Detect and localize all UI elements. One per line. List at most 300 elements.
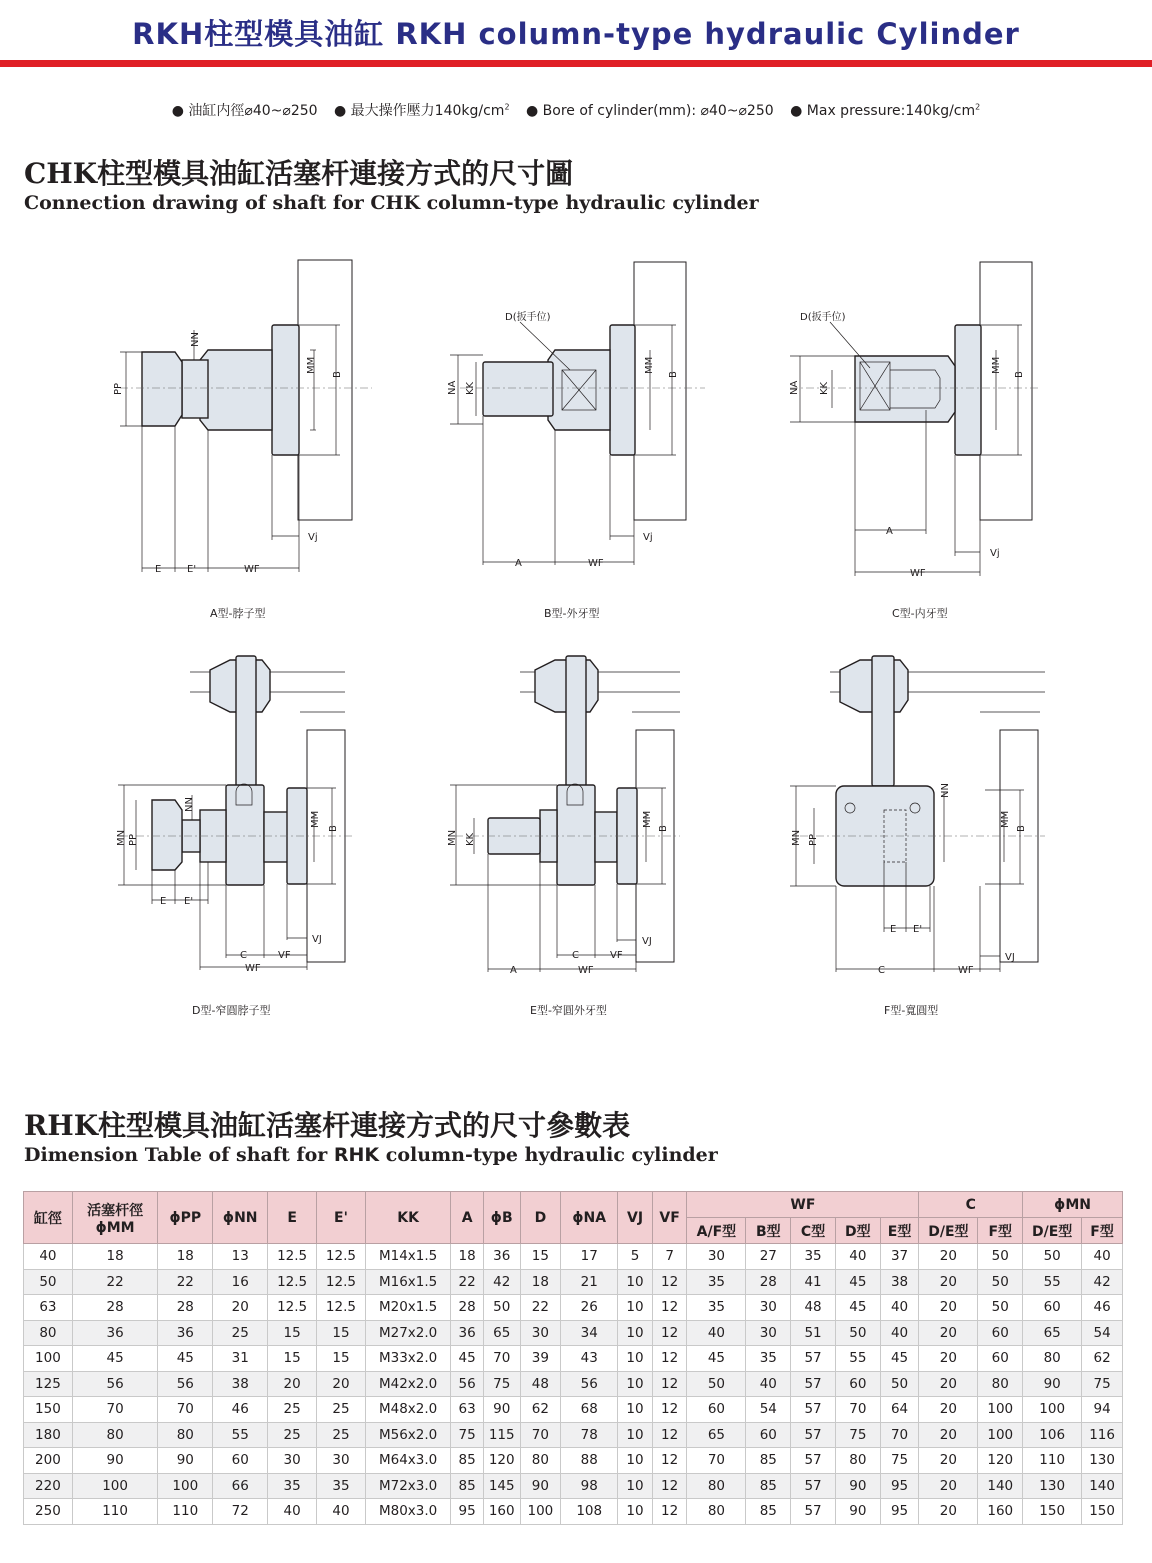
table-cell: 60 (835, 1371, 880, 1397)
th-pp: ϕPP (158, 1192, 213, 1244)
table-cell: 145 (483, 1473, 520, 1499)
caption-a: A型-脖子型 (210, 607, 266, 620)
dim-wf: WF (244, 564, 260, 575)
spec-bore-en: ● Bore of cylinder(mm): ⌀40~⌀250 (525, 103, 774, 119)
table-cell: 63 (451, 1397, 484, 1423)
table-cell: 70 (687, 1448, 746, 1474)
dim-c-e: C (572, 950, 579, 961)
drawing-type-d (116, 656, 352, 1017)
table-cell: 94 (1082, 1397, 1123, 1423)
table-cell: 50 (978, 1269, 1023, 1295)
title-underline (0, 60, 1152, 67)
table-cell: 20 (919, 1473, 978, 1499)
th-vj: VJ (618, 1192, 653, 1244)
th-mn-f: F型 (1082, 1218, 1123, 1244)
table-cell: 45 (835, 1269, 880, 1295)
dim-vj: Vj (308, 532, 318, 543)
table-cell: 20 (919, 1269, 978, 1295)
table-cell: 10 (618, 1422, 653, 1448)
table-cell: 12.5 (317, 1269, 366, 1295)
th-nn: ϕNN (213, 1192, 268, 1244)
th-e1: E' (317, 1192, 366, 1244)
table-cell: 60 (978, 1320, 1023, 1346)
table-cell: 68 (561, 1397, 618, 1423)
table-cell: 57 (791, 1397, 836, 1423)
table-cell: M14x1.5 (365, 1244, 450, 1270)
table-cell: 5 (618, 1244, 653, 1270)
table-cell: 12.5 (268, 1295, 317, 1321)
table-cell: 18 (520, 1269, 561, 1295)
dim-e1-d: E' (184, 896, 194, 907)
table-cell: 80 (520, 1448, 561, 1474)
th-e: E (268, 1192, 317, 1244)
table-cell: 56 (158, 1371, 213, 1397)
table-cell: 80 (687, 1499, 746, 1525)
table-row (24, 1346, 1123, 1372)
table-row (24, 1473, 1123, 1499)
table-cell: 50 (835, 1320, 880, 1346)
table-cell: 85 (746, 1499, 791, 1525)
table-cell: 28 (158, 1295, 213, 1321)
table-cell: 75 (835, 1422, 880, 1448)
table-cell: 25 (268, 1397, 317, 1423)
dim-vf-e: VF (610, 950, 623, 961)
table-cell: 20 (919, 1499, 978, 1525)
table-cell: 75 (483, 1371, 520, 1397)
dim-vj-e: VJ (642, 936, 652, 947)
table-cell: 45 (880, 1346, 919, 1372)
table-cell: 40 (24, 1244, 73, 1270)
dim-mn-f: MN (791, 829, 802, 846)
table-cell: 15 (317, 1346, 366, 1372)
table-cell: 100 (1023, 1397, 1082, 1423)
table-cell: 90 (483, 1397, 520, 1423)
dim-a-c: A (886, 526, 893, 537)
table-cell: 36 (451, 1320, 484, 1346)
drawing-section-title-cn: CHK柱型模具油缸活塞杆連接方式的尺寸圖 (24, 157, 574, 190)
table-cell: 18 (158, 1244, 213, 1270)
table-cell: 50 (978, 1295, 1023, 1321)
table-cell: 10 (618, 1346, 653, 1372)
table-cell: 20 (919, 1397, 978, 1423)
table-cell: 12 (652, 1295, 687, 1321)
table-cell: 55 (835, 1346, 880, 1372)
table-cell: 10 (618, 1295, 653, 1321)
dim-pp: PP (113, 382, 124, 395)
dim-a-e: A (510, 965, 517, 976)
dim-vj-f: VJ (1005, 952, 1015, 963)
table-cell: 110 (72, 1499, 157, 1525)
table-cell: 20 (919, 1422, 978, 1448)
th-c-f: F型 (978, 1218, 1023, 1244)
table-cell: 90 (72, 1448, 157, 1474)
table-cell: 20 (919, 1244, 978, 1270)
table-cell: 57 (791, 1422, 836, 1448)
dim-c-d: C (240, 950, 247, 961)
dim-c-f: C (878, 965, 885, 976)
table-cell: 35 (268, 1473, 317, 1499)
table-cell: 35 (317, 1473, 366, 1499)
table-cell: 40 (687, 1320, 746, 1346)
table-cell: 15 (317, 1320, 366, 1346)
table-cell: 200 (24, 1448, 73, 1474)
table-row (24, 1295, 1123, 1321)
table-cell: 130 (1082, 1448, 1123, 1474)
table-cell: 60 (978, 1346, 1023, 1372)
dim-b-d: B (328, 825, 339, 832)
table-cell: 65 (687, 1422, 746, 1448)
th-wf-b: B型 (746, 1218, 791, 1244)
table-cell: 10 (618, 1397, 653, 1423)
table-row (24, 1448, 1123, 1474)
table-cell: 40 (1082, 1244, 1123, 1270)
table-cell: 28 (746, 1269, 791, 1295)
table-cell: 56 (72, 1371, 157, 1397)
th-mn: ϕMN (1023, 1192, 1123, 1218)
table-cell: 30 (746, 1320, 791, 1346)
table-cell: M42x2.0 (365, 1371, 450, 1397)
table-cell: M27x2.0 (365, 1320, 450, 1346)
table-cell: M80x3.0 (365, 1499, 450, 1525)
table-cell: 18 (72, 1244, 157, 1270)
table-cell: 35 (746, 1346, 791, 1372)
table-cell: 40 (746, 1371, 791, 1397)
th-wf-c: C型 (791, 1218, 836, 1244)
table-cell: 120 (978, 1448, 1023, 1474)
table-cell: 72 (213, 1499, 268, 1525)
dim-e: E (155, 564, 162, 575)
table-cell: 42 (483, 1269, 520, 1295)
table-cell: 20 (919, 1320, 978, 1346)
table-cell: 10 (618, 1371, 653, 1397)
table-cell: 106 (1023, 1422, 1082, 1448)
table-cell: 38 (213, 1371, 268, 1397)
table-cell: M33x2.0 (365, 1346, 450, 1372)
table-cell: 13 (213, 1244, 268, 1270)
dim-b-b: B (668, 371, 679, 378)
table-cell: 57 (791, 1473, 836, 1499)
table-cell: 90 (835, 1473, 880, 1499)
table-cell: 12 (652, 1397, 687, 1423)
table-cell: 38 (880, 1269, 919, 1295)
table-cell: 70 (835, 1397, 880, 1423)
label-wrench-c: D(扳手位) (800, 312, 846, 323)
dim-na-b: NA (447, 380, 458, 395)
dim-nn-f: NN (940, 783, 951, 798)
table-cell: 55 (1023, 1269, 1082, 1295)
table-cell: 12 (652, 1499, 687, 1525)
th-bore: 缸徑 (24, 1192, 73, 1244)
table-cell: 50 (24, 1269, 73, 1295)
table-cell: 10 (618, 1269, 653, 1295)
table-cell: 7 (652, 1244, 687, 1270)
dim-na-c: NA (789, 380, 800, 395)
table-cell: 12.5 (268, 1244, 317, 1270)
table-cell: 17 (561, 1244, 618, 1270)
dimension-table (23, 1191, 1123, 1525)
table-row (24, 1320, 1123, 1346)
table-cell: 22 (158, 1269, 213, 1295)
table-cell: 150 (1023, 1499, 1082, 1525)
table-cell: 37 (880, 1244, 919, 1270)
table-cell: 90 (835, 1499, 880, 1525)
table-cell: 48 (791, 1295, 836, 1321)
table-cell: 15 (268, 1320, 317, 1346)
table-cell: 70 (483, 1346, 520, 1372)
table-cell: 57 (791, 1346, 836, 1372)
table-cell: 50 (1023, 1244, 1082, 1270)
th-na: ϕNA (561, 1192, 618, 1244)
table-cell: 36 (483, 1244, 520, 1270)
dim-vj-c: Vj (990, 548, 1000, 559)
drawing-type-c (789, 262, 1040, 620)
dim-mn-d: MN (116, 829, 127, 846)
table-cell: 26 (561, 1295, 618, 1321)
dim-a-b: A (515, 558, 522, 569)
table-cell: 80 (72, 1422, 157, 1448)
table-cell: 41 (791, 1269, 836, 1295)
table-cell: 20 (919, 1295, 978, 1321)
table-cell: 20 (919, 1448, 978, 1474)
table-cell: 48 (520, 1371, 561, 1397)
table-cell: 35 (687, 1269, 746, 1295)
table-cell: 12.5 (317, 1244, 366, 1270)
th-b: ϕB (483, 1192, 520, 1244)
table-cell: 54 (746, 1397, 791, 1423)
table-cell: 12.5 (317, 1295, 366, 1321)
th-wf-af: A/F型 (687, 1218, 746, 1244)
dim-mm-c: MM (991, 356, 1002, 374)
table-cell: 28 (72, 1295, 157, 1321)
dim-mm: MM (306, 356, 317, 374)
table-cell: 62 (520, 1397, 561, 1423)
table-cell: 140 (978, 1473, 1023, 1499)
table-cell: 62 (1082, 1346, 1123, 1372)
table-cell: M16x1.5 (365, 1269, 450, 1295)
table-cell: 56 (451, 1371, 484, 1397)
dim-e-d: E (160, 896, 167, 907)
table-cell: 80 (24, 1320, 73, 1346)
dim-b: B (332, 371, 343, 378)
table-cell: 25 (268, 1422, 317, 1448)
table-cell: 60 (1023, 1295, 1082, 1321)
table-cell: 45 (72, 1346, 157, 1372)
table-cell: 80 (1023, 1346, 1082, 1372)
table-cell: 46 (1082, 1295, 1123, 1321)
table-cell: 125 (24, 1371, 73, 1397)
table-cell: M48x2.0 (365, 1397, 450, 1423)
table-cell: 25 (317, 1422, 366, 1448)
table-row (24, 1371, 1123, 1397)
table-cell: 20 (268, 1371, 317, 1397)
table-cell: 22 (72, 1269, 157, 1295)
dim-nn-d: NN (184, 797, 195, 812)
table-cell: 100 (158, 1473, 213, 1499)
table-cell: 15 (268, 1346, 317, 1372)
table-cell: 50 (880, 1371, 919, 1397)
table-cell: 60 (213, 1448, 268, 1474)
table-cell: 12 (652, 1371, 687, 1397)
dim-kk-e: KK (465, 832, 476, 846)
table-cell: 150 (1082, 1499, 1123, 1525)
table-cell: 46 (213, 1397, 268, 1423)
table-cell: 42 (1082, 1269, 1123, 1295)
table-cell: 12 (652, 1473, 687, 1499)
dim-mm-d: MM (310, 810, 321, 828)
table-cell: 10 (618, 1320, 653, 1346)
table-cell: 36 (72, 1320, 157, 1346)
spec-bore-cn: ● 油缸内徑⌀40~⌀250 (171, 103, 318, 119)
table-cell: 70 (158, 1397, 213, 1423)
table-cell: 85 (746, 1473, 791, 1499)
table-cell: 85 (746, 1448, 791, 1474)
table-cell: 108 (561, 1499, 618, 1525)
table-cell: 115 (483, 1422, 520, 1448)
table-cell: 65 (1023, 1320, 1082, 1346)
table-cell: 95 (880, 1473, 919, 1499)
table-cell: 78 (561, 1422, 618, 1448)
dim-mn-e: MN (447, 829, 458, 846)
table-cell: 54 (1082, 1320, 1123, 1346)
table-cell: 100 (978, 1422, 1023, 1448)
caption-e: E型-窄圓外牙型 (530, 1004, 607, 1017)
table-cell: 80 (687, 1473, 746, 1499)
table-cell: 35 (687, 1295, 746, 1321)
table-cell: 45 (158, 1346, 213, 1372)
th-kk: KK (365, 1192, 450, 1244)
table-cell: 20 (317, 1371, 366, 1397)
drawing-section-title-en: Connection drawing of shaft for CHK column-type hydraulic cylinder (24, 192, 759, 214)
table-cell: 85 (451, 1448, 484, 1474)
table-cell: 65 (483, 1320, 520, 1346)
table-cell: 45 (451, 1346, 484, 1372)
table-cell: 12 (652, 1346, 687, 1372)
table-cell: 16 (213, 1269, 268, 1295)
table-cell: 12 (652, 1269, 687, 1295)
table-cell: M64x3.0 (365, 1448, 450, 1474)
th-wf: WF (687, 1192, 919, 1218)
table-cell: 12 (652, 1422, 687, 1448)
table-header-row-1 (24, 1192, 1123, 1218)
dim-b-e: B (658, 825, 669, 832)
th-d: D (520, 1192, 561, 1244)
table-cell: 80 (978, 1371, 1023, 1397)
table-cell: 57 (791, 1371, 836, 1397)
table-row (24, 1422, 1123, 1448)
dim-e1: E' (187, 564, 197, 575)
caption-c: C型-内牙型 (892, 607, 948, 620)
table-cell: 220 (24, 1473, 73, 1499)
spec-pressure-cn: ● 最大操作壓力$140kg/cm^2$ (334, 102, 510, 119)
table-cell: 57 (791, 1448, 836, 1474)
table-cell: 43 (561, 1346, 618, 1372)
table-cell: 34 (561, 1320, 618, 1346)
table-cell: 30 (317, 1448, 366, 1474)
table-cell: 12.5 (268, 1269, 317, 1295)
table-cell: 30 (746, 1295, 791, 1321)
dim-kk-b: KK (465, 381, 476, 395)
dim-vf-d: VF (278, 950, 291, 961)
table-cell: 28 (451, 1295, 484, 1321)
table-cell: 75 (1082, 1371, 1123, 1397)
table-cell: 120 (483, 1448, 520, 1474)
table-cell: 100 (520, 1499, 561, 1525)
th-a: A (451, 1192, 484, 1244)
table-cell: 60 (746, 1422, 791, 1448)
dim-wf-e: WF (578, 965, 594, 976)
dim-nn: NN (190, 332, 201, 347)
table-cell: 30 (687, 1244, 746, 1270)
table-cell: 88 (561, 1448, 618, 1474)
table-cell: M72x3.0 (365, 1473, 450, 1499)
dim-b-c: B (1014, 371, 1025, 378)
caption-d: D型-窄圓脖子型 (192, 1004, 271, 1017)
table-cell: 98 (561, 1473, 618, 1499)
table-cell: 40 (880, 1295, 919, 1321)
table-cell: 40 (835, 1244, 880, 1270)
table-cell: 40 (880, 1320, 919, 1346)
table-cell: 140 (1082, 1473, 1123, 1499)
table-cell: 95 (880, 1499, 919, 1525)
table-cell: 160 (483, 1499, 520, 1525)
table-cell: 12 (652, 1448, 687, 1474)
table-cell: 100 (72, 1473, 157, 1499)
table-cell: 160 (978, 1499, 1023, 1525)
table-cell: 56 (561, 1371, 618, 1397)
table-cell: 15 (520, 1244, 561, 1270)
table-section-title-cn: RHK柱型模具油缸活塞杆連接方式的尺寸參數表 (24, 1109, 631, 1142)
table-cell: 40 (317, 1499, 366, 1525)
th-wf-d: D型 (835, 1218, 880, 1244)
th-vf: VF (652, 1192, 687, 1244)
caption-b: B型-外牙型 (544, 607, 600, 620)
table-cell: 75 (451, 1422, 484, 1448)
dim-wf-f: WF (958, 965, 974, 976)
table-cell: 20 (919, 1346, 978, 1372)
table-cell: 39 (520, 1346, 561, 1372)
table-cell: 10 (618, 1448, 653, 1474)
table-cell: 30 (520, 1320, 561, 1346)
table-cell: 80 (835, 1448, 880, 1474)
dim-wf-d: WF (245, 963, 261, 974)
table-cell: 10 (618, 1499, 653, 1525)
table-cell: 90 (1023, 1371, 1082, 1397)
table-row (24, 1244, 1123, 1270)
drawing-type-a (113, 260, 372, 620)
dim-mm-e: MM (642, 810, 653, 828)
table-cell: 27 (746, 1244, 791, 1270)
table-section-title-en: Dimension Table of shaft for RHK column-type hydraulic cylinder (24, 1144, 718, 1166)
table-cell: 130 (1023, 1473, 1082, 1499)
table-cell: 60 (687, 1397, 746, 1423)
table-cell: 50 (687, 1371, 746, 1397)
table-cell: M20x1.5 (365, 1295, 450, 1321)
drawing-type-e (447, 656, 680, 1017)
table-row (24, 1397, 1123, 1423)
table-cell: 30 (268, 1448, 317, 1474)
table-cell: 110 (158, 1499, 213, 1525)
table-cell: 100 (24, 1346, 73, 1372)
drawing-type-f (790, 656, 1045, 1017)
table-cell: 21 (561, 1269, 618, 1295)
table-cell: 57 (791, 1499, 836, 1525)
spec-line (0, 100, 1152, 120)
table-cell: 22 (451, 1269, 484, 1295)
table-cell: 66 (213, 1473, 268, 1499)
table-cell: 116 (1082, 1422, 1123, 1448)
table-cell: 35 (791, 1244, 836, 1270)
table-cell: 70 (880, 1422, 919, 1448)
